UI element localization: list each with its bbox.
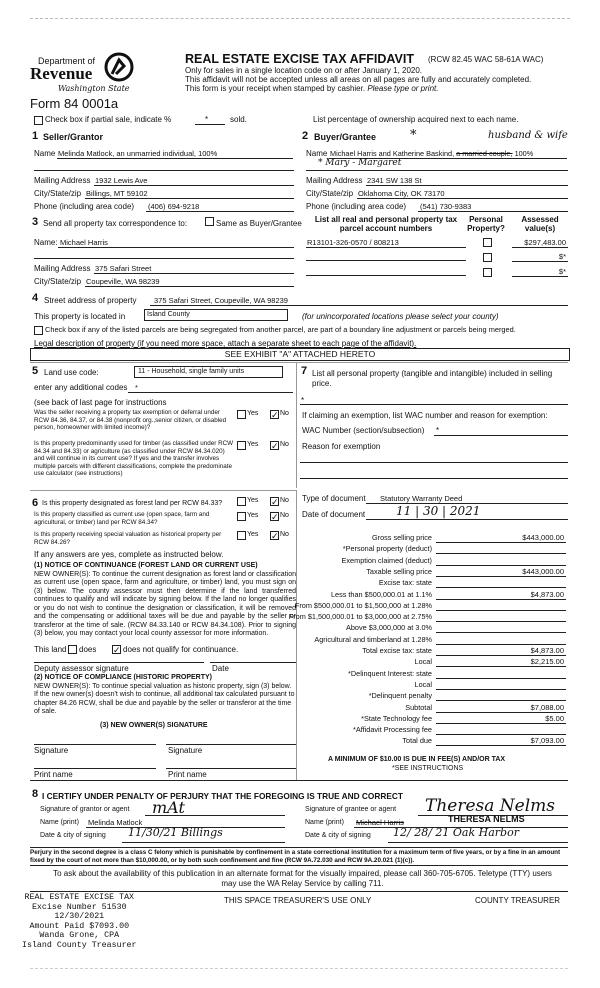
new-owner-heading: (3) NEW OWNER(S) SIGNATURE bbox=[100, 722, 208, 729]
county-treasurer-label: COUNTY TREASURER bbox=[475, 896, 561, 905]
calc-row-line bbox=[436, 644, 566, 645]
grantee-signature[interactable]: Theresa Nelms bbox=[425, 796, 556, 816]
forest-no-label: No bbox=[280, 497, 289, 504]
calc-row-label: Total due bbox=[402, 736, 432, 746]
historic-question: Is this property receiving special valuation as historical property per RCW 84.26? bbox=[34, 531, 222, 546]
grantor-signature[interactable]: mAt bbox=[152, 798, 185, 817]
partial-sale-value[interactable]: * bbox=[205, 115, 209, 124]
grantor-name-field[interactable]: Melinda Matlock bbox=[88, 818, 143, 827]
assessed-value-2[interactable]: $* bbox=[558, 252, 566, 261]
section-3-number: 3 bbox=[32, 216, 39, 228]
calc-row-label: Above $3,000,000 at 3.0% bbox=[345, 623, 432, 633]
assessed-value-3[interactable]: $* bbox=[558, 267, 566, 276]
document-date-label: Date of document bbox=[302, 510, 366, 519]
land-does-label: This land bbox=[34, 645, 67, 654]
calc-row-label: Taxable selling price bbox=[366, 566, 432, 576]
calc-row-line bbox=[436, 745, 566, 746]
section-8-number: 8 bbox=[32, 788, 39, 800]
forest-yes-checkbox[interactable] bbox=[237, 497, 246, 506]
calc-row-label: From $500,000.01 to $1,500,000 at 1.28% bbox=[294, 600, 432, 610]
partial-sale-checkbox[interactable] bbox=[34, 116, 43, 125]
personal-property-checkbox-1[interactable] bbox=[483, 238, 492, 247]
forest-no-checkbox[interactable]: ✓ bbox=[271, 497, 279, 507]
buyer-city-field[interactable]: Oklahoma City, OK 73170 bbox=[358, 189, 445, 198]
owner-signature-label-1: Signature bbox=[34, 746, 69, 755]
personal-property-checkbox-3[interactable] bbox=[483, 268, 492, 277]
stamp-line-6: Island County Treasurer bbox=[22, 940, 137, 950]
calc-row-value[interactable]: $443,000.00 bbox=[522, 533, 564, 542]
calc-row-label: *State Technology fee bbox=[361, 713, 432, 723]
calc-row-value[interactable]: $2,215.00 bbox=[530, 657, 564, 667]
personal-property-value[interactable]: * bbox=[301, 396, 305, 405]
seller-address-label: Mailing Address bbox=[34, 176, 91, 185]
segregated-checkbox[interactable] bbox=[34, 326, 43, 335]
same-as-buyer-label: Same as Buyer/Grantee bbox=[216, 219, 302, 228]
ownership-note: List percentage of ownership acquired next to each name. bbox=[313, 115, 519, 124]
buyer-handwritten-note: husband & wife bbox=[488, 130, 568, 141]
land-use-label: Land use code: bbox=[44, 368, 99, 377]
current-use-yes-label: Yes bbox=[247, 512, 259, 519]
calc-row-label: *Personal property (deduct) bbox=[342, 544, 432, 554]
timber-question: Is this property predominantly used for timber (as classified under RCW 84.34 and 84.33) or agriculture (as classified under RCW 84.34.020) and will continue in its current use? If yes and the transfer involves multiple parcels with different classifications, complete the predominate use calculator (see instructions) bbox=[34, 440, 234, 478]
calc-row-line bbox=[436, 621, 566, 622]
calc-row-line bbox=[436, 678, 566, 679]
calc-row-label: *Delinquent penalty bbox=[368, 691, 432, 701]
see-instructions-note: *SEE INSTRUCTIONS bbox=[392, 765, 464, 772]
stamp-line-5: Wanda Grone, CPA bbox=[39, 931, 120, 941]
document-date-field[interactable]: 11 | 30 | 2021 bbox=[396, 504, 481, 518]
section-7-number: 7 bbox=[301, 365, 308, 377]
calc-row-line bbox=[436, 599, 566, 600]
grantee-signature-label: Signature of grantee or agent bbox=[305, 806, 397, 813]
calc-row-value[interactable]: $7,088.00 bbox=[530, 702, 564, 712]
dept-label: Department of bbox=[38, 56, 96, 66]
calc-row-line bbox=[436, 712, 566, 713]
corr-address-label: Mailing Address bbox=[34, 264, 91, 273]
calc-row-line bbox=[436, 632, 566, 633]
document-type-field[interactable]: Statutory Warranty Deed bbox=[380, 494, 463, 503]
grantor-signature-label: Signature of grantor or agent bbox=[40, 806, 130, 813]
calc-row-label: Excise tax: state bbox=[378, 578, 432, 588]
buyer-name-label: Name bbox=[306, 149, 328, 158]
property-address-field[interactable]: 375 Safari Street, Coupeville, WA 98239 bbox=[154, 296, 288, 305]
minimum-due-note: A MINIMUM OF $10.00 IS DUE IN FEE(S) AND/OR TAX bbox=[328, 756, 506, 763]
land-use-select[interactable]: 11 - Household, single family units bbox=[134, 366, 283, 378]
revenue-logo-text: Revenue bbox=[30, 64, 93, 83]
see-back-note: (see back of last page for instructions bbox=[34, 398, 167, 407]
calc-row-label: From $1,500,000.01 to $3,000,000 at 2.75% bbox=[288, 612, 432, 622]
calc-row-value[interactable]: $4,873.00 bbox=[530, 646, 564, 655]
continuance-heading: (1) NOTICE OF CONTINUANCE (FOREST LAND OR CURRENT USE) bbox=[34, 562, 258, 569]
section-4-number: 4 bbox=[32, 292, 39, 304]
section-1-number: 1 bbox=[32, 130, 39, 142]
grantee-name-field[interactable]: THERESA NELMS bbox=[448, 814, 525, 824]
stamp-line-4: Amount Paid $7093.00 bbox=[29, 921, 130, 931]
partial-sold-label: sold. bbox=[230, 115, 247, 124]
section-5-number: 5 bbox=[32, 365, 39, 377]
current-use-question: Is this property classified as current use (open space, farm and agricultural, or timber) land per RCW 84.34? bbox=[34, 511, 210, 526]
exemption-question: Was the seller receiving a property tax exemption or deferral under RCW 84.36, 84.37, or 84.38 (nonprofit org.,senior citizen, or disabled person, homeowner with limited income)? bbox=[34, 409, 227, 432]
land-does-not-checkbox[interactable]: ✓ bbox=[113, 645, 121, 655]
dor-logo-icon bbox=[104, 52, 134, 82]
buyer-handwritten-name: * Mary - Margaret bbox=[318, 158, 402, 168]
parcels-col-header: List all real and personal property tax parcel account numbers bbox=[314, 215, 458, 233]
corr-city-field[interactable]: Coupeville, WA 98239 bbox=[86, 277, 160, 286]
treasurer-use-label: THIS SPACE TREASURER'S USE ONLY bbox=[224, 896, 372, 905]
calc-row-value[interactable]: $443,000.00 bbox=[522, 566, 564, 576]
parcel-number-1[interactable]: R13101-326-0570 / 808213 bbox=[307, 238, 399, 247]
current-use-no-label: No bbox=[280, 512, 289, 519]
calc-row-line bbox=[436, 689, 566, 690]
exemption-yes-checkbox[interactable] bbox=[237, 410, 246, 419]
calc-row-label: Less than $500,000.01 at 1.1% bbox=[330, 589, 432, 599]
calc-row-line bbox=[436, 666, 566, 667]
timber-no-label: No bbox=[280, 441, 289, 448]
timber-yes-label: Yes bbox=[247, 441, 259, 448]
calc-row-line bbox=[436, 576, 566, 577]
calc-row-line bbox=[436, 723, 566, 724]
calc-row-line bbox=[436, 610, 566, 611]
if-yes-note: If any answers are yes, complete as instructed below. bbox=[34, 550, 224, 559]
calc-row-label: Agricultural and timberland at 1.28% bbox=[314, 634, 432, 644]
seller-city-field[interactable]: Billings, MT 59102 bbox=[86, 189, 148, 198]
land-does-not-option: does not qualify for continuance. bbox=[123, 645, 239, 654]
perjury-note: Perjury in the second degree is a class C felony which is punishable by confinement in a state correctional institution for a maximum term of five years, or by a fine in an amount fixed by the court of not more than $10,000.00, or by both such confinement and fine (RCW 9A.72.030 and RCW 9A.20.021 (1)(c)). bbox=[30, 847, 568, 866]
county-select[interactable]: Island County bbox=[144, 309, 288, 321]
personal-property-col-header: Personal Property? bbox=[467, 215, 505, 233]
grantor-date-label: Date & city of signing bbox=[40, 832, 106, 839]
buyer-address-label: Mailing Address bbox=[306, 176, 363, 185]
exemption-no-label: No bbox=[280, 410, 289, 417]
grantor-date-field[interactable]: 11/30/21 Billings bbox=[128, 826, 223, 839]
calc-row-label: Local bbox=[414, 657, 432, 667]
seller-city-label: City/State/zip bbox=[34, 189, 82, 198]
grantee-name-label: Name (print) bbox=[305, 819, 344, 826]
corr-name-label: Name: bbox=[34, 238, 58, 247]
calc-row-line bbox=[436, 587, 566, 588]
timber-yes-checkbox[interactable] bbox=[237, 441, 246, 450]
calc-row-label: Local bbox=[414, 679, 432, 689]
header-note-2: This affidavit will not be accepted unless all areas on all pages are fully and accurately completed. bbox=[185, 75, 532, 84]
washington-state-label: Washington State bbox=[58, 84, 130, 93]
wac-number-field[interactable]: * bbox=[436, 426, 440, 435]
historic-yes-checkbox[interactable] bbox=[237, 531, 246, 540]
grantee-name-struck: Michael Harris bbox=[356, 818, 404, 827]
historic-yes-label: Yes bbox=[247, 531, 259, 538]
availability-note: To ask about the availability of this publication in an alternate format for the visually impaired, please call 360-705-6705. Teletype (TTY) users may use the WA Relay Service by calling 711. bbox=[53, 869, 552, 888]
assessed-value-col-header: Assessed value(s) bbox=[521, 215, 559, 233]
timber-no-checkbox[interactable]: ✓ bbox=[271, 441, 279, 451]
historic-heading: (2) NOTICE OF COMPLIANCE (HISTORIC PROPERTY) bbox=[34, 674, 212, 681]
seller-name-field[interactable]: Melinda Matlock, an unmarried individual, 100% bbox=[58, 149, 218, 158]
deputy-date-label: Date bbox=[212, 664, 229, 673]
assessed-value-1[interactable]: $297,483.00 bbox=[524, 238, 566, 247]
header-note-1: Only for sales in a single location code on or after January 1, 2020. bbox=[185, 66, 423, 75]
buyer-phone-label: Phone (including area code) bbox=[306, 202, 407, 211]
calc-row-line bbox=[436, 565, 566, 566]
owner-print-label-1: Print name bbox=[34, 770, 73, 779]
additional-codes-label: enter any additional codes bbox=[34, 383, 128, 392]
calc-row-line bbox=[436, 700, 566, 701]
grantee-date-field[interactable]: 12/ 28/ 21 Oak Harbor bbox=[393, 826, 519, 839]
calc-row-line bbox=[436, 655, 566, 656]
historic-no-checkbox[interactable]: ✓ bbox=[271, 531, 279, 541]
legal-description-label: Legal description of property (if you need more space, attach a separate sheet to each page of the affidavit). bbox=[34, 339, 417, 348]
certify-heading: I CERTIFY UNDER PENALTY OF PERJURY THAT THE FOREGOING IS TRUE AND CORRECT bbox=[42, 791, 403, 801]
additional-codes-field[interactable]: * bbox=[135, 383, 138, 392]
buyer-phone-field[interactable]: (541) 730-9383 bbox=[420, 202, 472, 211]
section-2-number: 2 bbox=[302, 130, 309, 142]
corr-city-label: City/State/zip bbox=[34, 277, 82, 286]
exemption-no-checkbox[interactable]: ✓ bbox=[271, 410, 279, 420]
calc-row-label: Total excise tax: state bbox=[362, 646, 432, 655]
buyer-heading: Buyer/Grantee bbox=[314, 132, 377, 142]
segregated-label: Check box if any of the listed parcels are being segregated from another parcel, are part of a boundary line adjustment or parcels being merged. bbox=[45, 325, 516, 334]
unincorporated-note: (for unincorporated locations please select your county) bbox=[302, 312, 499, 321]
stamp-line-1: REAL ESTATE EXCISE TAX bbox=[24, 893, 135, 902]
calc-row-label: *Affidavit Processing fee bbox=[353, 725, 432, 735]
deputy-signature-label: Deputy assessor signature bbox=[34, 664, 129, 673]
wac-number-label: WAC Number (section/subsection) bbox=[302, 426, 425, 435]
form-title: REAL ESTATE EXCISE TAX AFFIDAVIT bbox=[185, 52, 414, 66]
personal-property-heading: List all personal property (tangible and intangible) included in selling price. bbox=[312, 369, 553, 388]
calc-row-label: Subtotal bbox=[405, 702, 432, 712]
calc-row-value[interactable]: $4,873.00 bbox=[530, 589, 564, 599]
document-type-label: Type of document bbox=[302, 494, 366, 503]
form-title-ref: (RCW 82.45 WAC 58-61A WAC) bbox=[428, 55, 544, 64]
seller-heading: Seller/Grantor bbox=[43, 132, 104, 142]
buyer-name-field[interactable]: Michael Harris and Katherine Baskind, a married couple, 100% bbox=[330, 149, 534, 158]
correspondence-heading: Send all property tax correspondence to: bbox=[43, 219, 188, 228]
owner-print-label-2: Print name bbox=[168, 770, 207, 779]
calc-row-label: *Delinquent Interest: state bbox=[348, 668, 432, 678]
seller-name-label: Name bbox=[34, 149, 56, 158]
same-as-buyer-checkbox[interactable] bbox=[205, 217, 214, 226]
owner-signature-label-2: Signature bbox=[168, 746, 203, 755]
buyer-handwritten-star: * bbox=[410, 128, 417, 143]
personal-property-checkbox-2[interactable] bbox=[483, 253, 492, 262]
stamp-line-2: Excise Number 51530 bbox=[31, 902, 127, 912]
seller-phone-label: Phone (including area code) bbox=[34, 202, 135, 211]
corr-name-field[interactable]: Michael Harris bbox=[60, 238, 108, 247]
calc-row-line bbox=[436, 734, 566, 735]
grantee-date-label: Date & city of signing bbox=[305, 832, 371, 839]
grantor-name-label: Name (print) bbox=[40, 819, 79, 826]
property-address-label: Street address of property bbox=[44, 296, 137, 305]
seller-phone-field[interactable]: (406) 694-9218 bbox=[148, 202, 200, 211]
seller-address-field[interactable]: 1932 Lewis Ave bbox=[95, 176, 148, 185]
corr-address-field[interactable]: 375 Safari Street bbox=[95, 264, 152, 273]
legal-description-field[interactable]: SEE EXHIBIT "A" ATTACHED HERETO bbox=[30, 348, 570, 361]
partial-sale-label: Check box if partial sale, indicate % bbox=[45, 115, 172, 124]
excise-stamp bbox=[22, 893, 137, 951]
form-number: Form 84 0001a bbox=[30, 96, 119, 111]
forest-yes-label: Yes bbox=[247, 497, 259, 504]
exemption-yes-label: Yes bbox=[247, 410, 259, 417]
header-note-3: This form is your receipt when stamped by cashier. Please type or print. bbox=[185, 84, 439, 93]
current-use-no-checkbox[interactable]: ✓ bbox=[271, 512, 279, 522]
forest-land-question: Is this property designated as forest land per RCW 84.33? bbox=[42, 500, 223, 507]
calc-row-value[interactable]: $5.00 bbox=[545, 713, 564, 723]
current-use-yes-checkbox[interactable] bbox=[237, 512, 246, 521]
section-6-number: 6 bbox=[32, 497, 39, 509]
historic-no-label: No bbox=[280, 531, 289, 538]
historic-text: NEW OWNER(S): To continue special valuation as historic property, sign (3) below. If the new owner(s) doesn't wish to continue, all additional tax calculated pursuant to chapter 84.26 RCW, shall be due and payable by the seller or transferor at the time of sale. bbox=[34, 683, 295, 716]
calc-row-value[interactable]: $7,093.00 bbox=[530, 736, 564, 746]
reason-label: Reason for exemption bbox=[302, 442, 381, 451]
calc-row-label: Exemption claimed (deduct) bbox=[341, 555, 432, 565]
calc-row-label: Gross selling price bbox=[371, 533, 432, 542]
land-does-checkbox[interactable] bbox=[68, 645, 77, 654]
stamp-line-3: 12/30/2021 bbox=[54, 912, 105, 922]
exemption-instruction: If claiming an exemption, list WAC number and reason for exemption: bbox=[302, 411, 548, 420]
scan-edge bbox=[30, 18, 570, 19]
property-located-label: This property is located in bbox=[34, 312, 126, 321]
calc-row-line bbox=[436, 553, 566, 554]
buyer-address-field[interactable]: 2341 SW 138 St bbox=[367, 176, 422, 185]
land-does-option: does bbox=[79, 645, 97, 654]
continuance-text: NEW OWNER(S): To continue the current designation as forest land or classification as current use (open space, farm and agriculture, or timber) land, you must sign on (3) below. The county assessor must then determine if the land transferred continues to qualify and will indicate by signing below. If the land no longer qualifies or you do not wish to continue the designation or classification, it will be removed and the compensating or additional taxes will be due and payable by the seller or transferor at the time of sale. (RCW 84.33.140 or RCW 84.34.108). Prior to signing (3) below, you may contact your local county assessor for more information. bbox=[34, 571, 296, 638]
calc-row-line bbox=[436, 542, 566, 543]
buyer-city-label: City/State/zip bbox=[306, 189, 354, 198]
